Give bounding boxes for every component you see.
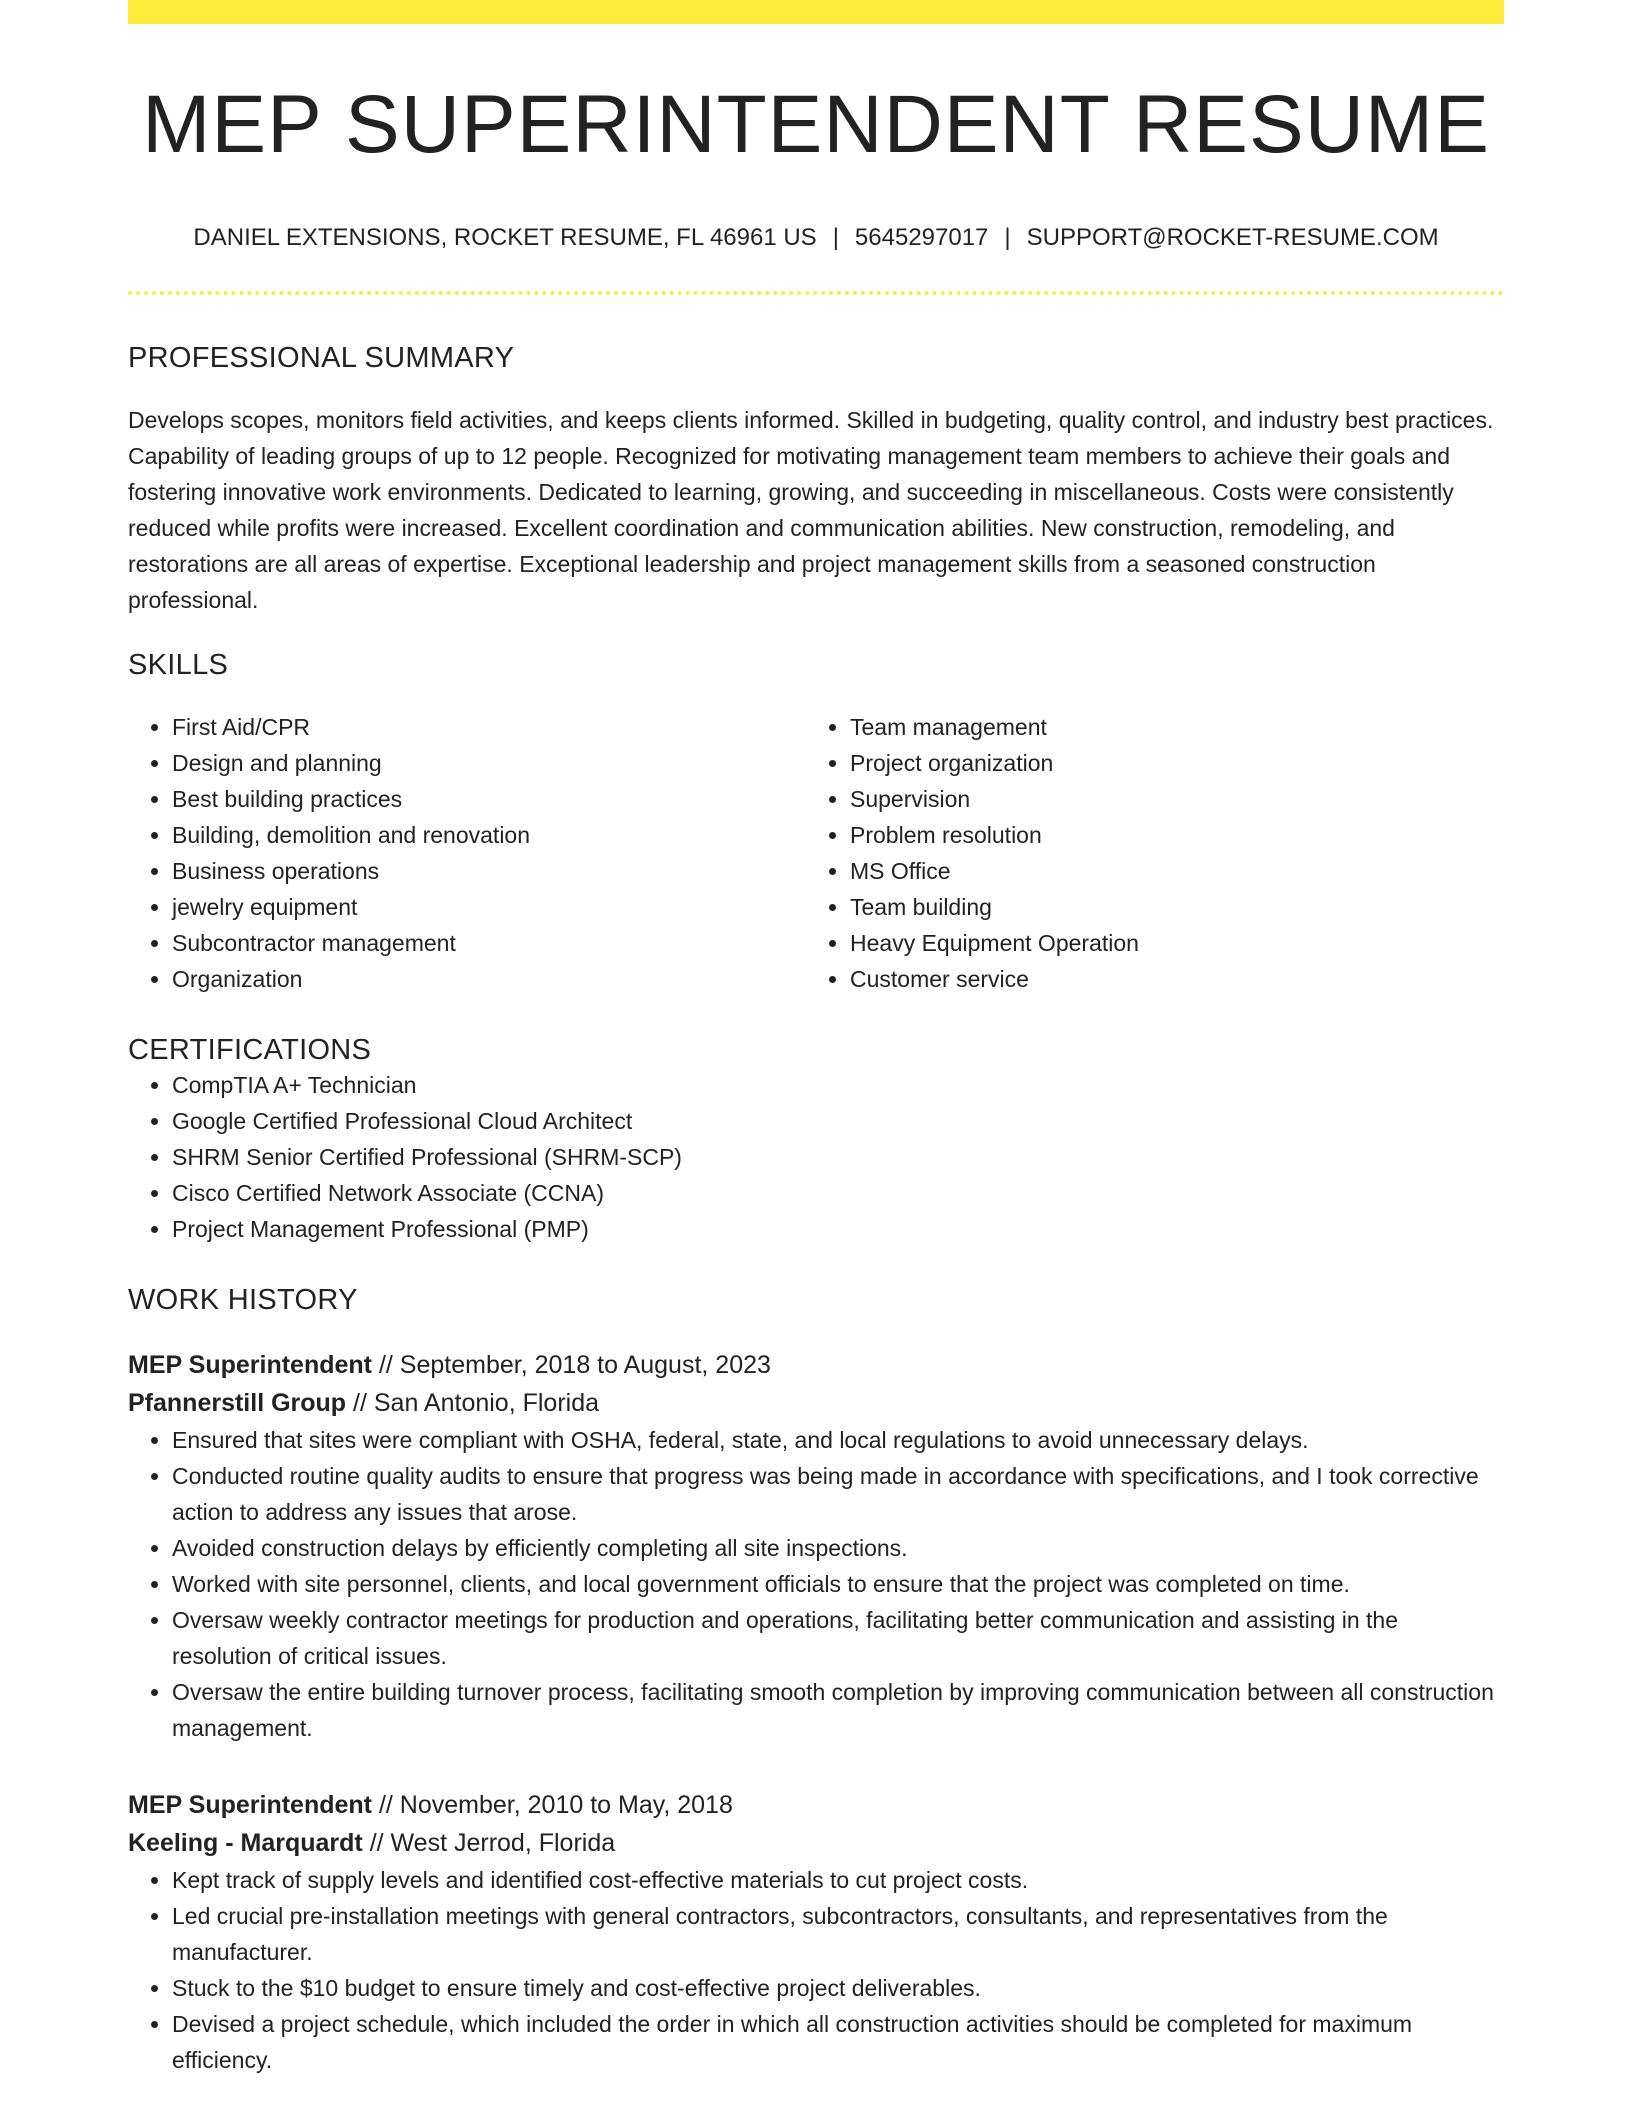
job-company-line [128,1384,1504,1422]
job-entry [128,1786,1504,2078]
job-bullet: • Devised a project schedule, which included the order in which all construction activities should be completed for maximum efficiency. [172,2006,1504,2078]
job-title: MEP Superintendent [128,1351,373,1380]
job-bullets [128,1422,1504,1746]
contact-separator: | [1004,224,1011,252]
skill-item: • jewelry equipment [172,889,806,925]
job-bullet: • Worked with site personnel, clients, and local government officials to ensure that the project was completed on time. [172,1566,1504,1602]
top-accent-bar [128,0,1504,24]
skill-item: • Customer service [850,961,1484,997]
resume-page [128,0,1504,2078]
certification-item: • SHRM Senior Certified Professional (SHRM-SCP) [172,1139,1504,1175]
skills-column-right [806,709,1484,997]
skill-item: • Team building [850,889,1484,925]
summary-text: Develops scopes, monitors field activities, and keeps clients informed. Skilled in budgeting, quality control, and industry best practices. Capability of leading groups of up to 12 people. Recognized for motivating management team members to achieve their goals and fostering innovative work environments. Dedicated to learning, growing, and succeeding in miscellaneous. Costs were consistently reduced while profits were increased. Excellent coordination and communication abilities. New construction, remodeling, and restorations are all areas of expertise. Exceptional leadership and project management skills from a seasoned construction professional. [128,406,1494,613]
contact-address: DANIEL EXTENSIONS, ROCKET RESUME, FL 46961 US [193,224,817,252]
work-history-heading: WORK HISTORY [128,1284,358,1317]
skill-item: • Organization [172,961,806,997]
job-company: Keeling - Marquardt [128,1829,363,1858]
skills-grid [128,709,1504,997]
skills-list-right [806,709,1484,997]
job-title-line [128,1786,1504,1824]
contact-email: SUPPORT@ROCKET-RESUME.COM [1026,224,1439,252]
job-bullet: • Conducted routine quality audits to ensure that progress was being made in accordance with specifications, and I took corrective action to address any issues that arose. [172,1458,1504,1530]
certification-item: • Google Certified Professional Cloud Architect [172,1103,1504,1139]
skill-item: • First Aid/CPR [172,709,806,745]
skill-item: • MS Office [850,853,1484,889]
job-bullet: • Kept track of supply levels and identified cost-effective materials to cut project costs. [172,1862,1504,1898]
skill-item: • Supervision [850,781,1484,817]
skill-item: • Team management [850,709,1484,745]
job-bullet: • Avoided construction delays by efficiently completing all site inspections. [172,1530,1504,1566]
skill-item: • Subcontractor management [172,925,806,961]
skill-item: • Building, demolition and renovation [172,817,806,853]
skill-item: • Best building practices [172,781,806,817]
skill-item: • Design and planning [172,745,806,781]
job-company: Pfannerstill Group [128,1389,347,1418]
skill-item: • Problem resolution [850,817,1484,853]
certification-item: • Cisco Certified Network Associate (CCNA) [172,1175,1504,1211]
certifications-list [128,1067,1504,1247]
header-divider [128,291,1504,295]
job-bullet: • Oversaw weekly contractor meetings for production and operations, facilitating better communication and assisting in the resolution of critical issues. [172,1602,1504,1674]
job-title: MEP Superintendent [128,1791,373,1820]
job-bullet: • Ensured that sites were compliant with OSHA, federal, state, and local regulations to avoid unnecessary delays. [172,1422,1504,1458]
job-company-line [128,1824,1504,1862]
job-bullet: • Oversaw the entire building turnover process, facilitating smooth completion by improving communication between all construction management. [172,1674,1504,1746]
skill-item: • Business operations [172,853,806,889]
contact-separator: | [832,224,839,252]
skill-item: • Project organization [850,745,1484,781]
certification-item: • CompTIA A+ Technician [172,1067,1504,1103]
contact-phone: 5645297017 [854,224,989,252]
job-dates: // November, 2010 to May, 2018 [372,1791,733,1820]
job-dates: // September, 2018 to August, 2023 [372,1351,771,1380]
certifications-heading: CERTIFICATIONS [128,1033,372,1066]
resume-title: MEP SUPERINTENDENT RESUME [142,79,1490,170]
job-bullet: • Led crucial pre-installation meetings with general contractors, subcontractors, consultants, and representatives from the manufacturer. [172,1898,1504,1970]
job-title-line [128,1346,1504,1384]
certification-item: • Project Management Professional (PMP) [172,1211,1504,1247]
job-bullets [128,1862,1504,2078]
job-bullet: • Stuck to the $10 budget to ensure timely and cost-effective project deliverables. [172,1970,1504,2006]
job-location: // San Antonio, Florida [346,1389,600,1418]
skill-item: • Heavy Equipment Operation [850,925,1484,961]
skills-list-left [128,709,806,997]
summary-heading: PROFESSIONAL SUMMARY [128,341,515,374]
skills-column-left [128,709,806,997]
job-location: // West Jerrod, Florida [362,1829,616,1858]
job-entry [128,1346,1504,1746]
contact-line [128,224,1504,253]
skills-heading: SKILLS [128,648,229,681]
